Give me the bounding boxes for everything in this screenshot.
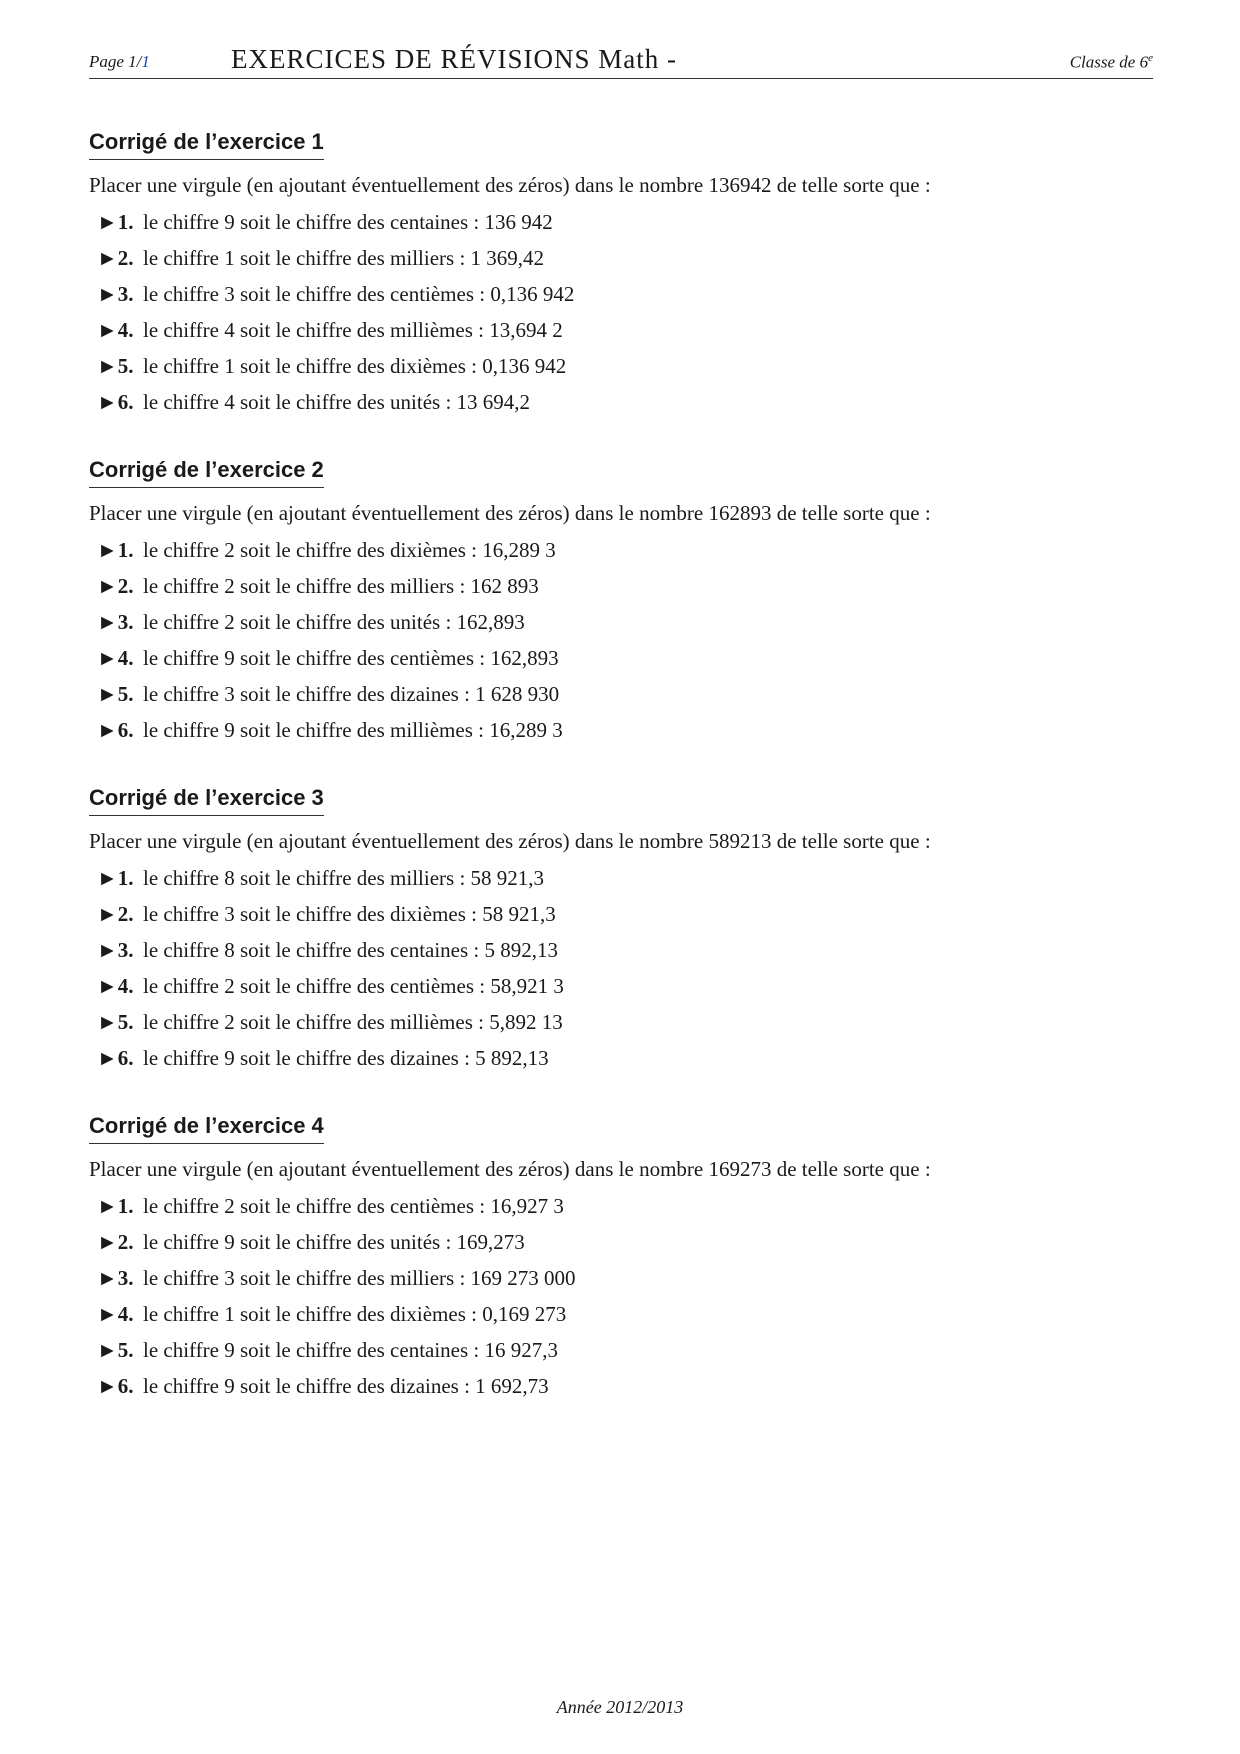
class-label-text: Classe de 6 <box>1069 52 1149 72</box>
exercise-section-4 <box>89 1113 1153 1404</box>
item-number: ►2. <box>97 574 134 598</box>
item-number: ►4. <box>97 646 134 670</box>
page-prefix: Page 1/ <box>89 52 142 71</box>
item-text: le chiffre 4 soit le chiffre des unités : 13 694,2 <box>143 390 531 414</box>
answer-item <box>89 968 1153 1004</box>
answer-item <box>89 1332 1153 1368</box>
answer-item <box>89 276 1153 312</box>
item-number: ►3. <box>97 610 134 634</box>
answer-item <box>89 1040 1153 1076</box>
item-number: ►5. <box>97 354 134 378</box>
answer-list <box>89 860 1153 1076</box>
answer-item <box>89 312 1153 348</box>
exercise-section-3 <box>89 785 1153 1076</box>
item-number: ►6. <box>97 718 134 742</box>
exercise-section-2 <box>89 457 1153 748</box>
item-text: le chiffre 1 soit le chiffre des milliers : 1 369,42 <box>143 246 545 270</box>
answer-item <box>89 1368 1153 1404</box>
answer-item <box>89 676 1153 712</box>
class-label-sup: e <box>1148 52 1153 64</box>
item-number: ►2. <box>97 902 134 926</box>
item-number: ►4. <box>97 1302 134 1326</box>
section-intro: Placer une virgule (en ajoutant éventuellement des zéros) dans le nombre 589213 de telle sorte que : <box>89 829 931 853</box>
class-label <box>1070 52 1153 73</box>
page-footer: Année 2012/2013 <box>556 1697 684 1717</box>
answer-list <box>89 532 1153 748</box>
item-text: le chiffre 1 soit le chiffre des dixièmes : 0,136 942 <box>143 354 567 378</box>
answer-list <box>89 1188 1153 1404</box>
item-number: ►1. <box>97 866 134 890</box>
answer-list <box>89 204 1153 420</box>
section-title: Corrigé de l’exercice 4 <box>89 1113 324 1144</box>
page-total-link[interactable]: 1 <box>141 52 150 71</box>
document-title: EXERCICES DE RÉVISIONS Math - <box>231 44 677 74</box>
item-text: le chiffre 9 soit le chiffre des centièmes : 162,893 <box>143 646 559 670</box>
item-text: le chiffre 9 soit le chiffre des millièmes : 16,289 3 <box>143 718 563 742</box>
item-number: ►1. <box>97 1194 134 1218</box>
item-number: ►1. <box>97 210 134 234</box>
item-number: ►6. <box>97 390 134 414</box>
answer-item <box>89 1004 1153 1040</box>
item-number: ►4. <box>97 974 134 998</box>
item-text: le chiffre 3 soit le chiffre des centièmes : 0,136 942 <box>143 282 575 306</box>
section-intro: Placer une virgule (en ajoutant éventuellement des zéros) dans le nombre 169273 de telle sorte que : <box>89 1157 931 1181</box>
answer-item <box>89 1224 1153 1260</box>
answer-item <box>89 1188 1153 1224</box>
item-number: ►5. <box>97 1338 134 1362</box>
item-text: le chiffre 3 soit le chiffre des dixièmes : 58 921,3 <box>143 902 556 926</box>
answer-item <box>89 640 1153 676</box>
answer-item <box>89 712 1153 748</box>
answer-item <box>89 896 1153 932</box>
section-title: Corrigé de l’exercice 3 <box>89 785 324 816</box>
page-number <box>89 52 150 72</box>
item-text: le chiffre 3 soit le chiffre des dizaines : 1 628 930 <box>143 682 560 706</box>
section-title: Corrigé de l’exercice 1 <box>89 129 324 160</box>
exercise-section-1 <box>89 129 1153 420</box>
item-number: ►5. <box>97 682 134 706</box>
answer-item <box>89 932 1153 968</box>
section-intro: Placer une virgule (en ajoutant éventuellement des zéros) dans le nombre 162893 de telle sorte que : <box>89 501 931 525</box>
item-text: le chiffre 4 soit le chiffre des millièmes : 13,694 2 <box>143 318 563 342</box>
item-number: ►5. <box>97 1010 134 1034</box>
item-text: le chiffre 9 soit le chiffre des centaines : 136 942 <box>143 210 553 234</box>
item-text: le chiffre 2 soit le chiffre des dixièmes : 16,289 3 <box>143 538 556 562</box>
item-number: ►4. <box>97 318 134 342</box>
item-number: ►6. <box>97 1374 134 1398</box>
item-text: le chiffre 8 soit le chiffre des centaines : 5 892,13 <box>143 938 559 962</box>
answer-item <box>89 604 1153 640</box>
answer-item <box>89 568 1153 604</box>
item-number: ►3. <box>97 1266 134 1290</box>
answer-item <box>89 384 1153 420</box>
item-number: ►3. <box>97 282 134 306</box>
item-text: le chiffre 2 soit le chiffre des millièmes : 5,892 13 <box>143 1010 563 1034</box>
answer-item <box>89 860 1153 896</box>
item-text: le chiffre 9 soit le chiffre des dizaines : 1 692,73 <box>143 1374 549 1398</box>
item-text: le chiffre 9 soit le chiffre des unités : 169,273 <box>143 1230 525 1254</box>
answer-item <box>89 240 1153 276</box>
item-text: le chiffre 2 soit le chiffre des centièmes : 16,927 3 <box>143 1194 564 1218</box>
item-text: le chiffre 9 soit le chiffre des dizaines : 5 892,13 <box>143 1046 549 1070</box>
answer-item <box>89 348 1153 384</box>
section-title: Corrigé de l’exercice 2 <box>89 457 324 488</box>
answer-item <box>89 532 1153 568</box>
section-intro: Placer une virgule (en ajoutant éventuellement des zéros) dans le nombre 136942 de telle sorte que : <box>89 173 931 197</box>
item-number: ►3. <box>97 938 134 962</box>
item-number: ►6. <box>97 1046 134 1070</box>
item-number: ►1. <box>97 538 134 562</box>
item-text: le chiffre 8 soit le chiffre des milliers : 58 921,3 <box>143 866 545 890</box>
answer-item <box>89 1260 1153 1296</box>
item-text: le chiffre 1 soit le chiffre des dixièmes : 0,169 273 <box>143 1302 567 1326</box>
item-text: le chiffre 2 soit le chiffre des unités : 162,893 <box>143 610 525 634</box>
page-header <box>89 40 1153 79</box>
item-text: le chiffre 3 soit le chiffre des milliers : 169 273 000 <box>143 1266 576 1290</box>
item-text: le chiffre 9 soit le chiffre des centaines : 16 927,3 <box>143 1338 559 1362</box>
item-number: ►2. <box>97 1230 134 1254</box>
item-text: le chiffre 2 soit le chiffre des milliers : 162 893 <box>143 574 539 598</box>
item-number: ►2. <box>97 246 134 270</box>
answer-item <box>89 1296 1153 1332</box>
item-text: le chiffre 2 soit le chiffre des centièmes : 58,921 3 <box>143 974 564 998</box>
answer-item <box>89 204 1153 240</box>
